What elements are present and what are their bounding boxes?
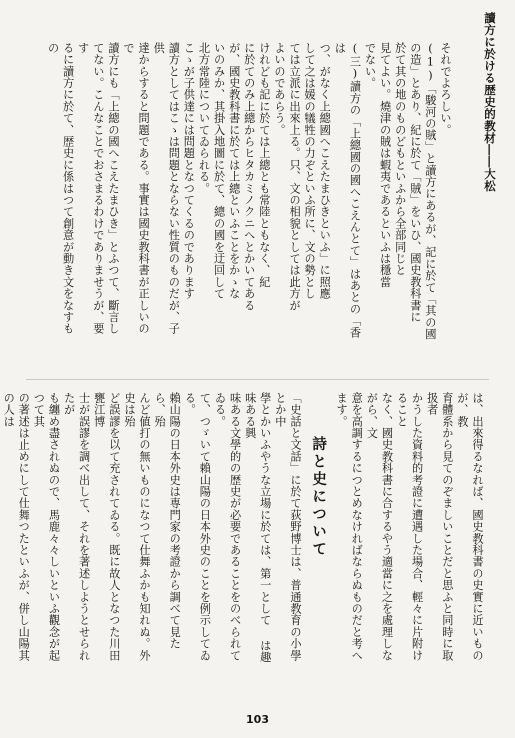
- text-line: 士が誤謬を調べ出して、それを著述しようとせられたが: [62, 392, 91, 662]
- text-line: んど値打の無いものになつて仕舞ふかも知れぬ。外史は殆: [122, 392, 152, 662]
- text-line: てない。こんなことでおさまるわけでありませうが、要す: [76, 42, 105, 335]
- text-line: つ、がなく上總國へこえたまひきといふ」に照應: [318, 42, 332, 300]
- text-line: て、つゞいて賴山陽の日本外史のことを例示してゐる。: [183, 392, 212, 662]
- section-divider: [26, 379, 489, 380]
- running-title: 讀方に於ける歴史的教材――大松: [483, 12, 497, 192]
- text-line: [0, 392, 1, 670]
- text-line: (1)「駿河の賊」と讀方にあるが、記に於て「其の國: [423, 42, 437, 340]
- text-line: が、國史教科書に於ては上總といふことをかゝな: [227, 42, 241, 300]
- text-line: 意を高調するにつとめなければならぬものだと考へます。: [335, 392, 364, 662]
- text-line: 於て其の地のものどもといふから全部同じと: [393, 42, 407, 276]
- text-line: は、出來得るなれば、國史教科書の史實に近いものが、教: [455, 392, 484, 662]
- text-line: 北方常陸についてゐられる。: [197, 42, 211, 195]
- text-line: 見てよい。燒津の賊は蝦夷であるといふは穩當: [378, 42, 392, 288]
- lower-text-block: [2, 392, 485, 670]
- text-line: かうした資料的考證に遭遇した場合、輕々に片附けること: [395, 392, 424, 662]
- text-line: ては立派に出來上る。只、文の相貌としては此方が: [288, 42, 302, 312]
- text-line: 賴山陽の日本外史は専門家の考證から調べて見たら、殆: [153, 392, 182, 650]
- text-line: 學とかいふやうな立場に於ては、第一として は趣味ある興: [243, 392, 272, 663]
- upper-text-block: [13, 42, 453, 342]
- text-line: 達からすると問題である。事實は國史教科書が正しいので: [122, 42, 151, 335]
- page-number: 103: [246, 713, 269, 726]
- text-line: して之は媛の犠牲の力ぞといふ所に、文の勢とし: [303, 42, 317, 300]
- text-line: 讀方にも「上總の國へこえたまひき」とふつて、斷言し: [106, 42, 120, 335]
- section-heading: 詩と史について: [310, 436, 328, 559]
- text-line: の造」とあり、紀に於て「賊」をいひ、國史教科書に: [408, 42, 422, 323]
- text-line: 味ある文學的の歴史が必要であることをのべられてゐる。: [213, 392, 242, 662]
- text-line: に於てのみ上總からヒタカミノクニへとかいてある: [242, 42, 256, 312]
- text-line: 「史話と文話」に於て荻野博士は、普通教育の小學とか中: [273, 392, 302, 662]
- text-line: こゝが子供達には問題となつてくるのであります: [182, 42, 196, 300]
- text-line: けれども記に於ては上總とも常陸ともなく、紀: [257, 42, 271, 288]
- text-line: いのみか、其掛入地圖に於て、總の國を迂回して: [212, 42, 226, 300]
- text-line: も纏め盡されぬので、馬鹿々々しいといふ觀念が起つて其: [32, 392, 61, 662]
- text-line: よいのであらう。: [272, 42, 286, 136]
- text-line: なく、國史教科書に合するやう適當に之を處理しながら、文: [365, 392, 394, 662]
- text-line: 讀方としてはこゝは問題とならない性質のものだが、子供: [152, 42, 181, 335]
- text-line: るに讀方に於て、歴史に係はつて創意が動き文をなすもの: [46, 42, 75, 335]
- text-line: 育體系から見てのぞましいことだと思ふと同時に取扱者: [425, 392, 454, 662]
- text-line: (三)讀方の「上總國の國へこえんとて」はあとの「香は: [333, 42, 362, 339]
- text-line: でない。: [363, 42, 377, 89]
- text-line: ど誤謬を以て充されてゐる。既に故人となつた川田甕江博: [92, 392, 121, 662]
- text-line: それでよろしい。: [439, 42, 452, 136]
- text-line: の著述は止めにして仕舞つたといふが、併し山陽其の人は: [2, 392, 31, 662]
